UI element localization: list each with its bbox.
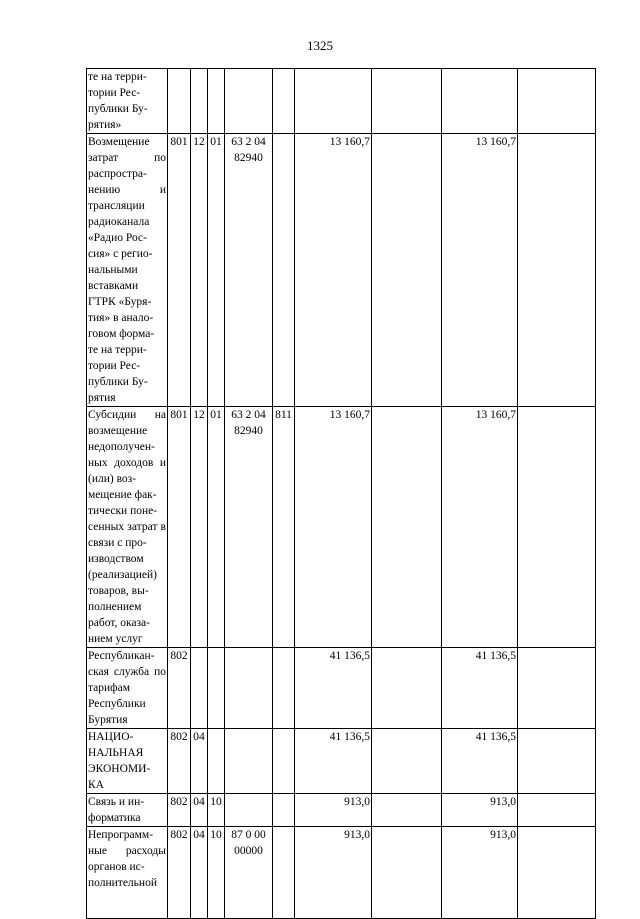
cell-name: Возмещение затрат по распростра- нению и трансляции радиоканала «Радио Рос- сия» с регио- нальными вставками ГТРК «Буря- тия» в анало- говом форма- те на терри- тории Рес- публики Бу- рятия xyxy=(87,134,168,407)
cell-section xyxy=(191,648,208,729)
cell-vr xyxy=(273,69,295,134)
cell-subsection xyxy=(208,69,225,134)
cell-vr xyxy=(273,648,295,729)
cell-subsection: 10 xyxy=(208,827,225,919)
cell-name: НАЦИО- НАЛЬНАЯ ЭКОНОМИ- КА xyxy=(87,729,168,794)
cell-col10 xyxy=(518,794,596,827)
cell-section: 04 xyxy=(191,729,208,794)
budget-table xyxy=(86,68,596,919)
cell-col10 xyxy=(518,729,596,794)
cell-col8 xyxy=(372,69,442,134)
cell-name: Субсидии на возмещение недополучен- ных доходов и (или) воз- мещение фак- тически поне- сенных затрат в связи с про- изводством (реализацией) товаров, вы- полнением работ, оказа- нием услуг xyxy=(87,407,168,648)
cell-ministry: 802 xyxy=(168,794,191,827)
cell-sum2: 913,0 xyxy=(442,794,518,827)
cell-name: Республикан- ская служба по тарифам Республики Бурятия xyxy=(87,648,168,729)
cell-target: 63 2 04 82940 xyxy=(225,407,273,648)
cell-col8 xyxy=(372,794,442,827)
table-row xyxy=(87,69,596,134)
cell-sum: 41 136,5 xyxy=(295,729,372,794)
cell-subsection xyxy=(208,648,225,729)
cell-subsection: 01 xyxy=(208,134,225,407)
cell-subsection xyxy=(208,729,225,794)
cell-target xyxy=(225,648,273,729)
cell-col8 xyxy=(372,648,442,729)
cell-sum: 913,0 xyxy=(295,794,372,827)
cell-col8 xyxy=(372,729,442,794)
cell-subsection: 10 xyxy=(208,794,225,827)
cell-ministry: 801 xyxy=(168,134,191,407)
cell-section: 12 xyxy=(191,134,208,407)
cell-sum2: 913,0 xyxy=(442,827,518,919)
cell-vr xyxy=(273,134,295,407)
cell-col8 xyxy=(372,407,442,648)
cell-section: 12 xyxy=(191,407,208,648)
cell-ministry: 802 xyxy=(168,729,191,794)
cell-name: Связь и ин- форматика xyxy=(87,794,168,827)
cell-col10 xyxy=(518,134,596,407)
cell-section xyxy=(191,69,208,134)
table-row xyxy=(87,134,596,407)
cell-section: 04 xyxy=(191,794,208,827)
cell-col10 xyxy=(518,69,596,134)
cell-sum2: 13 160,7 xyxy=(442,134,518,407)
cell-vr xyxy=(273,794,295,827)
cell-name: Непрограмм- ные расходы органов ис- полнительной xyxy=(87,827,168,919)
cell-name: те на терри- тории Рес- публики Бу- рятия» xyxy=(87,69,168,134)
page-number: 1325 xyxy=(307,38,333,53)
cell-ministry: 802 xyxy=(168,648,191,729)
cell-sum2: 13 160,7 xyxy=(442,407,518,648)
cell-sum2: 41 136,5 xyxy=(442,729,518,794)
cell-sum: 13 160,7 xyxy=(295,407,372,648)
cell-sum: 41 136,5 xyxy=(295,648,372,729)
cell-target xyxy=(225,794,273,827)
cell-col10 xyxy=(518,648,596,729)
cell-ministry xyxy=(168,69,191,134)
cell-target: 87 0 00 00000 xyxy=(225,827,273,919)
cell-section: 04 xyxy=(191,827,208,919)
cell-col8 xyxy=(372,134,442,407)
cell-sum2 xyxy=(442,69,518,134)
cell-ministry: 802 xyxy=(168,827,191,919)
table-row xyxy=(87,648,596,729)
cell-sum: 13 160,7 xyxy=(295,134,372,407)
cell-sum xyxy=(295,69,372,134)
cell-ministry: 801 xyxy=(168,407,191,648)
cell-vr xyxy=(273,729,295,794)
table-row xyxy=(87,407,596,648)
cell-sum: 913,0 xyxy=(295,827,372,919)
cell-subsection: 01 xyxy=(208,407,225,648)
table-row xyxy=(87,729,596,794)
cell-col10 xyxy=(518,407,596,648)
cell-target: 63 2 04 82940 xyxy=(225,134,273,407)
cell-vr: 811 xyxy=(273,407,295,648)
table-row xyxy=(87,794,596,827)
cell-target xyxy=(225,69,273,134)
cell-sum2: 41 136,5 xyxy=(442,648,518,729)
cell-target xyxy=(225,729,273,794)
